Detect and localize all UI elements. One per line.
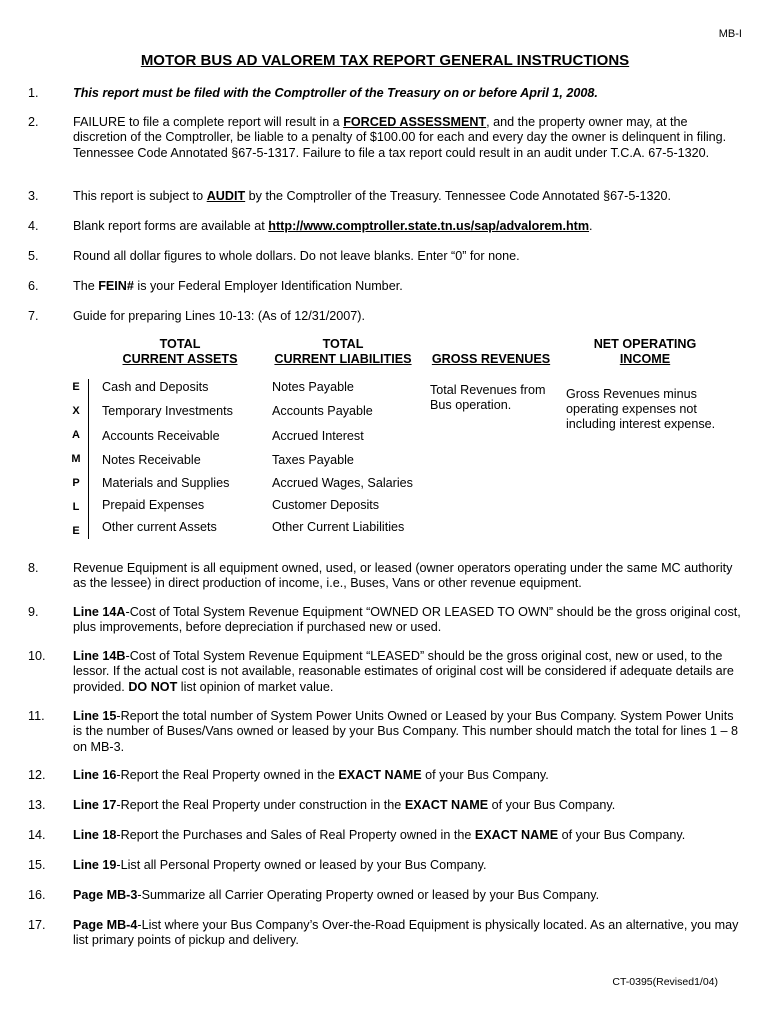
item-number: 17. [28,918,46,932]
item-text: Line 17-Report the Real Property under construction in the EXACT NAME of your Bus Company. [73,798,616,812]
item-text: Guide for preparing Lines 10-13: (As of 12/31/2007). [73,309,365,323]
liability-cell: Accrued Wages, Salaries [272,476,413,490]
item-number: 7. [28,309,39,323]
page-id: MB-I [718,28,742,40]
instruction-5 [28,249,744,264]
item-number: 15. [28,858,46,872]
item-text: Round all dollar figures to whole dollars. Do not leave blanks. Enter “0” for none. [73,249,520,263]
liability-cell: Taxes Payable [272,453,354,467]
forced-assessment-text: FORCED ASSESSMENT [343,115,487,129]
instruction-1 [28,86,744,101]
instruction-7 [28,309,744,324]
liability-cell: Notes Payable [272,380,354,394]
page-title: MOTOR BUS AD VALOREM TAX REPORT GENERAL INSTRUCTIONS [140,52,630,69]
instruction-8 [28,561,744,592]
asset-cell: Other current Assets [102,520,217,534]
item-number: 1. [28,86,39,100]
liability-cell: Accrued Interest [272,429,364,443]
item-text: Page MB-4-List where your Bus Company’s Over-the-Road Equipment is physically located. As an alternative, you may list primary points of pickup and delivery. [73,918,739,948]
item-number: 3. [28,189,39,203]
item-text: This report must be filed with the Comptroller of the Treasury on or before April 1, 2008. [73,86,598,100]
item-text: Line 19-List all Personal Property owned or leased by your Bus Company. [73,858,487,872]
item-number: 16. [28,888,46,902]
instruction-11 [28,709,744,755]
instruction-9 [28,605,744,636]
item-text: Line 16-Report the Real Property owned in the EXACT NAME of your Bus Company. [73,768,549,782]
item-text: Line 18-Report the Purchases and Sales of Real Property owned in the EXACT NAME of your Bus Company. [73,828,686,842]
item-text: Page MB-3-Summarize all Carrier Operating Property owned or leased by your Bus Company. [73,888,600,902]
asset-cell: Prepaid Expenses [102,498,205,512]
item-number: 10. [28,649,46,663]
asset-cell: Cash and Deposits [102,380,209,394]
item-number: 12. [28,768,46,782]
instruction-2 [28,115,744,161]
instruction-4 [28,219,744,234]
assets-header: TOTAL CURRENT ASSETS [122,337,238,366]
item-number: 13. [28,798,46,812]
liability-cell: Accounts Payable [272,404,373,418]
item-text: Blank report forms are available at http://www.comptroller.state.tn.us/sap/advalorem.htm. [73,219,593,233]
instruction-12 [28,768,744,783]
forms-url-link[interactable]: http://www.comptroller.state.tn.us/sap/advalorem.htm [268,219,590,233]
item-number: 8. [28,561,39,575]
liability-cell: Customer Deposits [272,498,380,512]
example-vertical-label: E X A M P L E [64,379,89,539]
item-text: Line 14A-Cost of Total System Revenue Equipment “OWNED OR LEASED TO OWN” should be the gross original cost, plus improvements, before depreciation if purchased new or used. [73,605,741,635]
instruction-3 [28,189,744,204]
gross-revenues-header: GROSS REVENUES [431,352,551,366]
item-number: 14. [28,828,46,842]
audit-text: AUDIT [206,189,246,203]
instruction-16 [28,888,744,903]
asset-cell: Notes Receivable [102,453,201,467]
item-text: This report is subject to AUDIT by the Comptroller of the Treasury. Tennessee Code Annotated §67-5-1320. [73,189,672,203]
item-number: 5. [28,249,39,263]
instruction-14 [28,828,744,843]
liability-cell: Other Current Liabilities [272,520,405,534]
form-id-footer: CT-0395(Revised1/04) [612,976,718,988]
asset-cell: Materials and Supplies [102,476,230,490]
item-number: 9. [28,605,39,619]
item-number: 2. [28,115,39,129]
gross-revenues-cell: Total Revenues from Bus operation. [430,383,546,412]
instruction-13 [28,798,744,813]
instruction-15 [28,858,744,873]
asset-cell: Temporary Investments [102,404,233,418]
item-text: Line 14B-Cost of Total System Revenue Equipment “LEASED” should be the gross original cost, new or used, to the lessor. If the actual cost is not available, reasonable estimates of original cost will be considered if adequate details are provided. DO NOT list opinion of market value. [73,649,734,694]
item-text: Line 15-Report the total number of System Power Units Owned or Leased by your Bus Company. System Power Units is the number of Buses/Vans owned or leased by your Bus Company. This number should match the total for lines 1 – 8 on MB-3. [73,709,739,754]
item-number: 6. [28,279,39,293]
net-operating-income-cell: Gross Revenues minus operating expenses not including interest expense. [566,387,716,431]
net-operating-income-header: NET OPERATING INCOME [593,337,697,366]
asset-cell: Accounts Receivable [102,429,220,443]
instruction-10 [28,649,744,695]
item-number: 11. [28,709,45,723]
liabilities-header: TOTAL CURRENT LIABILITIES [274,337,412,366]
instruction-6 [28,279,744,294]
instruction-17 [28,918,744,949]
guide-table [0,335,770,540]
item-text: The FEIN# is your Federal Employer Identification Number. [73,279,403,293]
item-text: FAILURE to file a complete report will result in a FORCED ASSESSMENT, and the property owner may, at the discretion of the Comptroller, be liable to a penalty of $100.00 for each and every day the owner is delinquent in filing. Tennessee Code Annotated §67-5-1317. Failure to file a tax report could result in an audit under T.C.A. 67-5-1320. [73,115,727,160]
item-text: Revenue Equipment is all equipment owned, used, or leased (owner operators operating under the same MC authority as the lessee) in direct production of income, i.e., Buses, Vans or other revenue equipment. [73,561,733,591]
item-number: 4. [28,219,39,233]
